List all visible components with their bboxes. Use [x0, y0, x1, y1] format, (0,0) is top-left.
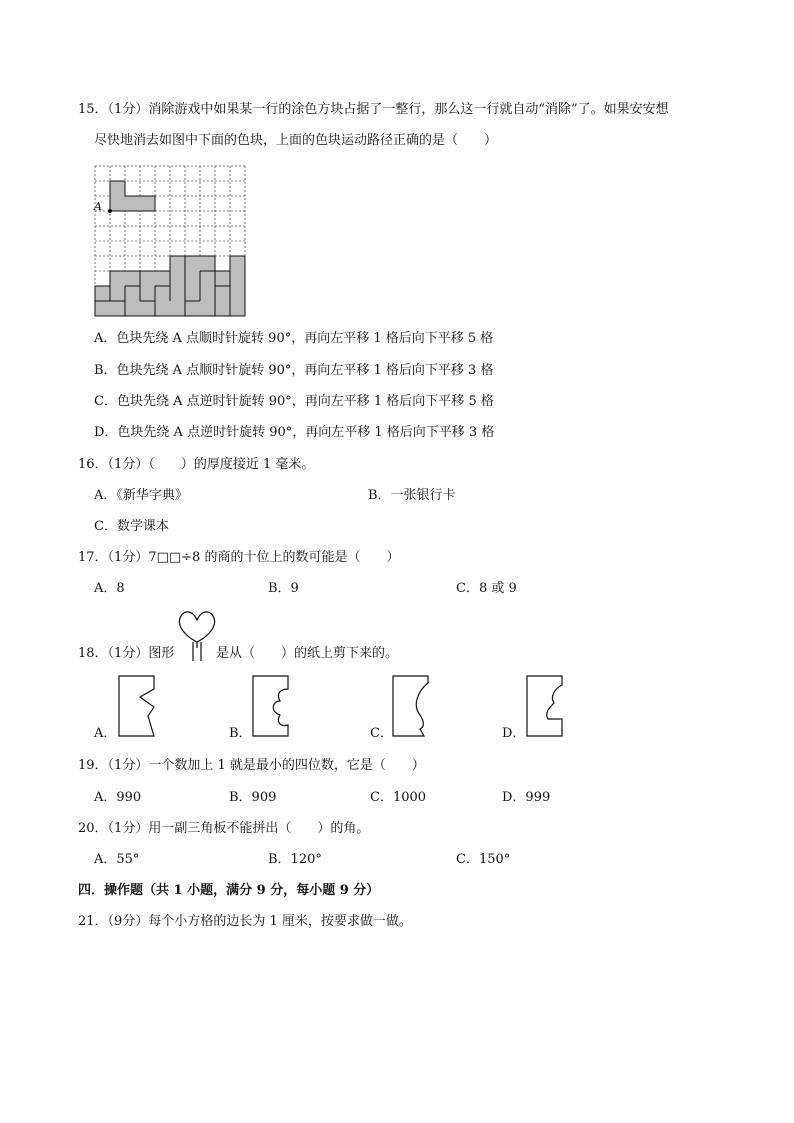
q20-option-b[interactable]: B．120° — [268, 852, 322, 867]
point-a-marker — [108, 209, 112, 213]
q19-option-c[interactable]: C．1000 — [370, 790, 427, 805]
q16-option-c[interactable]: C．数学课本 — [94, 519, 169, 534]
q15-option-a[interactable]: A．色块先绕 A 点顺时针旋转 90°，再向左平移 1 格后向下平移 5 格 — [94, 331, 494, 346]
q16-option-a[interactable]: A．《新华字典》 — [94, 488, 188, 503]
q18-stem-post: 是从（ ）的纸上剪下来的。 — [216, 646, 399, 661]
q18-option-a[interactable]: A． — [94, 726, 117, 741]
q18-paper-d — [526, 675, 566, 737]
q15-stem-line1: 15．（1分）消除游戏中如果某一行的涂色方块占据了一整行，那么这一行就自动“消除”了。如果安安想 — [78, 102, 669, 117]
q17-option-b[interactable]: B．9 — [268, 581, 299, 596]
q19-option-a[interactable]: A．990 — [94, 790, 142, 805]
q15-point-label: A — [94, 200, 102, 213]
q15-option-d[interactable]: D．色块先绕 A 点逆时针旋转 90°，再向左平移 1 格后向下平移 3 格 — [94, 425, 495, 440]
top-color-block — [110, 181, 155, 211]
q15-option-b[interactable]: B．色块先绕 A 点顺时针旋转 90°，再向左平移 1 格后向下平移 3 格 — [94, 363, 494, 378]
q19-option-b[interactable]: B．909 — [229, 790, 277, 805]
q17-option-c[interactable]: C．8 或 9 — [456, 581, 517, 596]
q17-stem: 17．（1分）7□□÷8 的商的十位上的数可能是（ ） — [78, 550, 400, 565]
q16-stem: 16．（1分）（ ）的厚度接近 1 毫米。 — [78, 457, 315, 472]
q19-option-d[interactable]: D．999 — [502, 790, 551, 805]
q18-paper-c — [392, 675, 432, 737]
q15-option-c[interactable]: C．色块先绕 A 点逆时针旋转 90°，再向左平移 1 格后向下平移 5 格 — [94, 394, 494, 409]
section-4-title: 四．操作题（共 1 小题，满分 9 分，每小题 9 分） — [78, 883, 380, 898]
q21-stem: 21．（9分）每个小方格的边长为 1 厘米，按要求做一做。 — [78, 914, 412, 929]
q15-grid-figure — [94, 165, 248, 315]
q20-stem: 20．（1分）用一副三角板不能拼出（ ）的角。 — [78, 821, 370, 836]
q18-option-d[interactable]: D． — [502, 726, 526, 741]
q20-option-c[interactable]: C．150° — [456, 852, 511, 867]
q15-stem-line2: 尽快地消去如图中下面的色块，上面的色块运动路径正确的是（ ） — [94, 133, 498, 148]
q18-paper-b — [252, 675, 292, 737]
q17-option-a[interactable]: A．8 — [94, 581, 125, 596]
q16-option-b[interactable]: B．一张银行卡 — [368, 488, 456, 503]
q20-option-a[interactable]: A．55° — [94, 852, 140, 867]
q19-stem: 19．（1分）一个数加上 1 就是最小的四位数，它是（ ） — [78, 758, 425, 773]
q18-option-b[interactable]: B． — [229, 726, 252, 741]
q18-paper-a — [118, 675, 158, 737]
q18-stem-pre: 18．（1分）图形 — [78, 646, 175, 661]
q18-option-c[interactable]: C． — [370, 726, 393, 741]
heart-shape-figure — [177, 608, 217, 662]
